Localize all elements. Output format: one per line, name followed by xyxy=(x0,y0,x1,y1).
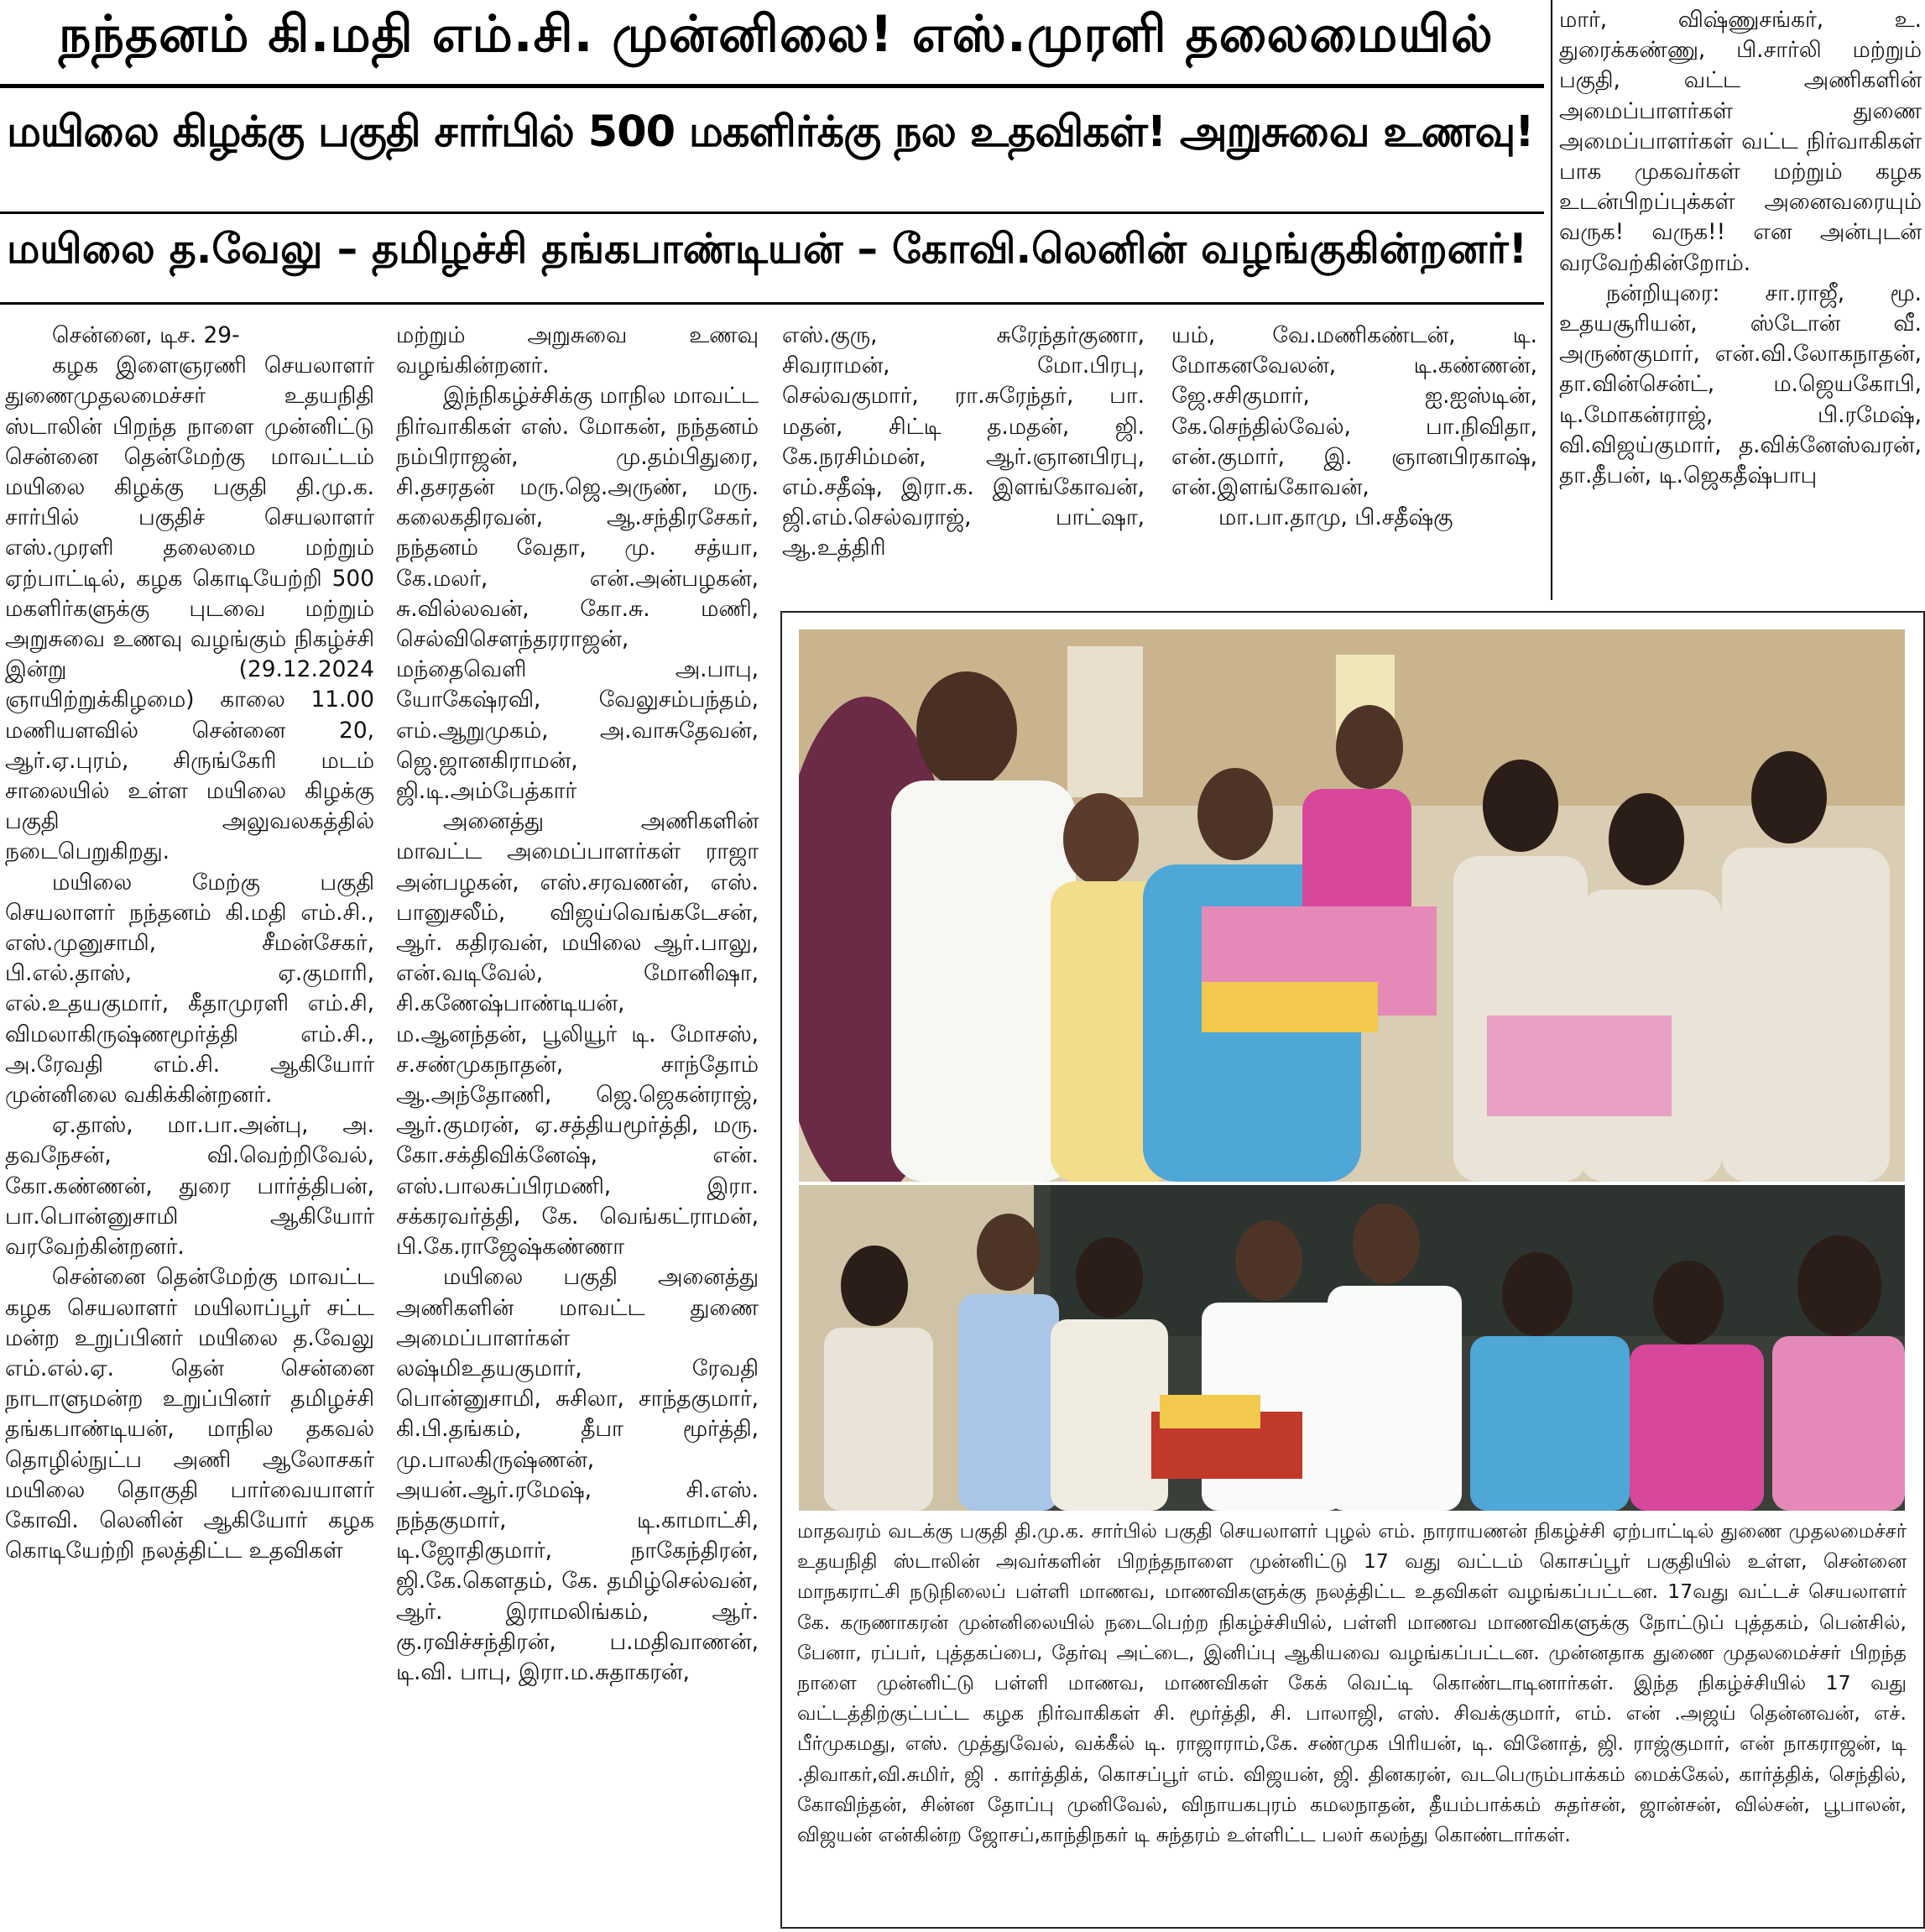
headline-line-3: மயிலை த.வேலு – தமிழச்சி தங்கபாண்டியன் – கோவி.லெனின் வழங்குகின்றனர்! xyxy=(7,225,1528,273)
article-paragraph: மற்றும் அறுசுவை உணவு வழங்கின்றனர். xyxy=(396,322,759,379)
article-paragraph: எஸ்.குரு, சுரேந்தர்குணா, சிவராமன், மோ.பிரபு, செல்வகுமார், ரா.சுரேந்தர், பா. மதன், சிட்டி த.மதன், ஜி. கே.நரசிம்மன், ஆர்.ஞானபிரபு, எம்.சதீஷ், இரா.க. இளங்கோவன், ஜி.எம்.செல்வராஜ், பாட்ஷா, ஆ.உத்திரி xyxy=(782,322,1145,561)
article-paragraph: மயிலை பகுதி அனைத்து அணிகளின் மாவட்ட துணை அமைப்பாளர்கள் லஷ்மிஉதயகுமார், ரேவதி பொன்னுசாமி, சுசிலா, சாந்தகுமார், கி.பி.தங்கம், தீபா மூர்த்தி, மு.பாலகிருஷ்ணன், அயன்.ஆர்.ரமேஷ், சி.எஸ். நந்தகுமார், டி.காமாட்சி, டி.ஜோதிகுமார், நாகேந்திரன், ஜி.கே.கௌதம், கே. தமிழ்செல்வன், ஆர். இராமலிங்கம், ஆர். கு.ரவிச்சந்திரன், ப.மதிவாணன், டி.வி. பாபு, இரா.ம.சுதாகரன், xyxy=(396,1264,759,1685)
article-paragraph: நன்றியுரை: சா.ராஜீ, மூ. உதயசூரியன், ஸ்டோன் வீ. அருண்குமார், என்.வி.லோகநாதன், தா.வின்சென்ட், ம.ஜெயகோபி, டி.மோகன்ராஜ், பி.ரமேஷ், வி.விஜய்குமார், த.விக்னேஸ்வரன், தா.தீபன், டி.ஜெகதீஷ்பாபு xyxy=(1559,279,1922,489)
article-paragraph: ஏ.தாஸ், மா.பா.அன்பு, அ. தவநேசன், வி.வெற்றிவேல், கோ.கண்ணன், துரை பார்த்திபன், பா.பொன்னுசாமி ஆகியோர் வரவேற்கின்றனர். xyxy=(5,1112,374,1261)
headline-divider xyxy=(0,302,1544,305)
event-photo-top xyxy=(799,629,1905,1182)
article-paragraph: இந்நிகழ்ச்சிக்கு மாநில மாவட்ட நிர்வாகிகள் எஸ். மோகன், நந்தனம் நம்பிராஜன், மு.தம்பிதுரை, சி.தசரதன் மரு.ஜெ.அருண், மரு. கலைகதிரவன், ஆ.சந்திரசேகர், நந்தனம் வேதா, மு. சத்யா, கே.மலர், என்.அன்பழகன், சு.வில்லவன், கோ.சு. மணி, செல்விசௌந்தரராஜன், மந்தைவெளி அ.பாபு, யோகேஷ்ரவி, வேலுசம்பந்தம், எம்.ஆறுமுகம், அ.வாசுதேவன், ஜெ.ஜானகிராமன், ஜி.டி.அம்பேத்கார் xyxy=(396,383,759,805)
headline-line-2: மயிலை கிழக்கு பகுதி சார்பில் 500 மகளிர்க்கு நல உதவிகள்! அறுசுவை உணவு! xyxy=(7,107,1534,157)
article-paragraph: கழக இளைஞரணி செயலாளர் துணைமுதலமைச்சர் உதயநிதி ஸ்டாலின் பிறந்த நாளை முன்னிட்டு சென்னை தென்மேற்கு மாவட்டம் மயிலை கிழக்கு பகுதி தி.மு.க. சார்பில் பகுதிச் செயலாளர் எஸ்.முரளி தலைமை மற்றும் ஏற்பாட்டில், கழக கொடியேற்றி 500 மகளிர்களுக்கு புடவை மற்றும் அறுசுவை உணவு வழங்கும் நிகழ்ச்சி இன்று (29.12.2024 ஞாயிற்றுக்கிழமை) காலை 11.00 மணியளவில் சென்னை 20, ஆர்.ஏ.புரம், சிருங்கேரி மடம் சாலையில் உள்ள மயிலை கிழக்கு பகுதி அலுவலகத்தில் நடைபெறுகிறது. xyxy=(5,352,374,865)
event-photo-bottom xyxy=(799,1185,1905,1511)
headline-divider xyxy=(0,84,1544,88)
article-column-3 xyxy=(782,321,1145,582)
article-paragraph: மா.பா.தாமு, பி.சதீஷ்கு xyxy=(1218,504,1453,531)
article-column-5 xyxy=(1559,5,1922,601)
article-column-2 xyxy=(396,321,759,1932)
column-divider xyxy=(1551,0,1552,600)
photo-illustration xyxy=(799,629,1905,1182)
photo-illustration xyxy=(799,1185,1905,1511)
headline-divider xyxy=(0,211,1544,214)
headline-line-1: நந்தனம் கி.மதி எம்.சி. முன்னிலை! எஸ்.முரளி தலைமையில் xyxy=(59,5,1494,64)
article-paragraph: யம், வே.மணிகண்டன், டி. மோகனவேலன், டி.கண்ணன், ஜே.சசிகுமார், ஐ.ஐஸ்டின், கே.செந்தில்வேல், பா.நிவிதா, என்.குமார், இ. ஞானபிரகாஷ், என்.இளங்கோவன், xyxy=(1171,322,1537,501)
article-paragraph: அனைத்து அணிகளின் மாவட்ட அமைப்பாளர்கள் ராஜா அன்பழகன், எஸ்.சரவணன், எஸ். பானுசலீம், விஜய்வெங்கடேசன், ஆர். கதிரவன், மயிலை ஆர்.பாலு, என்.வடிவேல், மோனிஷா, சி.கணேஷ்பாண்டியன், ம.ஆனந்தன், பூலியூர் டி. மோசஸ், ச.சண்முகநாதன், சாந்தோம் ஆ.அந்தோணி, ஜெ.ஜெகன்ராஜ், ஆர்.குமரன், ஏ.சத்தியமூர்த்தி, மரு. கோ.சக்திவிக்னேஷ், என். எஸ்.பாலசுப்பிரமணி, இரா. சக்கரவர்த்தி, கே. வெங்கட்ராமன், பி.கே.ராஜேஷ்கண்ணா xyxy=(396,808,759,1261)
article-paragraph: சென்னை தென்மேற்கு மாவட்ட கழக செயலாளர் மயிலாப்பூர் சட்ட மன்ற உறுப்பினர் மயிலை த.வேலு எம்.எல்.ஏ. தென் சென்னை நாடாளுமன்ற உறுப்பினர் தமிழச்சி தங்கபாண்டியன், மாநில தகவல் தொழில்நுட்ப அணி ஆலோசகர் மயிலை தொகுதி பார்வையாளர் கோவி. லெனின் ஆகியோர் கழக கொடியேற்றி நலத்திட்ட உதவிகள் xyxy=(5,1264,374,1564)
article-column-4 xyxy=(1171,321,1537,582)
article-paragraph: மயிலை மேற்கு பகுதி செயலாளர் நந்தனம் கி.மதி எம்.சி., எஸ்.முனுசாமி, சீமன்சேகர், பி.எல்.தாஸ், ஏ.குமாரி, எல்.உதயகுமார், கீதாமுரளி எம்.சி, விமலாகிருஷ்ணமூர்த்தி எம்.சி., அ.ரேவதி எம்.சி. ஆகியோர் முன்னிலை வகிக்கின்றனர். xyxy=(5,869,374,1109)
photo-caption: மாதவரம் வடக்கு பகுதி தி.மு.க. சார்பில் பகுதி செயலாளர் புழல் எம். நாராயணன் நிகழ்ச்சி ஏற்பாட்டில் துணை முதலமைச்சர் உதயநிதி ஸ்டாலின் அவர்களின் பிறந்தநாளை முன்னிட்டு 17 வது வட்டம் கொசப்பூர் பகுதியில் உள்ள, சென்னை மாநகராட்சி நடுநிலைப் பள்ளி மாணவ, மாணவிகளுக்கு நலத்திட்ட உதவிகள் வழங்கப்பட்டன. 17வது வட்டச் செயலாளர் கே. கருணாகரன் முன்னிலையில் நடைபெற்ற நிகழ்ச்சியில், பள்ளி மாணவ மாணவிகளுக்கு நோட்டுப் புத்தகம், பென்சில், பேனா, ரப்பர், புத்தகப்பை, தேர்வு அட்டை, இனிப்பு ஆகியவை வழங்கப்பட்டன. முன்னதாக துணை முதலமைச்சர் பிறந்த நாளை முன்னிட்டு பள்ளி மாணவ, மாணவிகள் கேக் வெட்டி கொண்டாடினார்கள். இந்த நிகழ்ச்சியில் 17 வது வட்டத்திற்குட்பட்ட கழக நிர்வாகிகள் சி. மூர்த்தி, சி. பாலாஜி, எஸ். சிவக்குமார், எம். என் .அஜய் தென்னவன், எச். பீர்முகமது, எஸ். முத்துவேல், வக்கீல் டி. ராஜாராம்,கே. சண்முக பிரியன், டி. வினோத், ஜி. ராஜ்குமார், என் நாகராஜன், டி .திவாகர்,வி.சுமிர், ஜி . கார்த்திக், கொசப்பூர் எம். விஜயன், ஜி. தினகரன், வடபெரும்பாக்கம் மைக்கேல், கார்த்திக், செந்தில், கோவிந்தன், சின்ன தோப்பு முனிவேல், விநாயகபுரம் கமலநாதன், தீயம்பாக்கம் சுதர்சன், ஜான்சன், வில்சன், பூபாலன், விஜயன் என்கின்ற ஜோசப்,காந்திநகர் டி சுந்தரம் உள்ளிட்ட பலர் கலந்து கொண்டார்கள். xyxy=(797,1519,1907,1847)
article-column-1 xyxy=(5,321,374,1932)
article-paragraph: மார், விஷ்ணுசங்கர், உ. துரைக்கண்ணு, பி.சார்லி மற்றும் பகுதி, வட்ட அணிகளின் அமைப்பாளர்கள் துணை அமைப்பாளர்கள் வட்ட நிர்வாகிகள் பாக முகவர்கள் மற்றும் கழக உடன்பிறப்புக்கள் அனைவரையும் வருக! வருக!! என அன்புடன் வரவேற்கின்றோம். xyxy=(1559,7,1922,276)
dateline: சென்னை, டிச. 29- xyxy=(52,322,240,348)
